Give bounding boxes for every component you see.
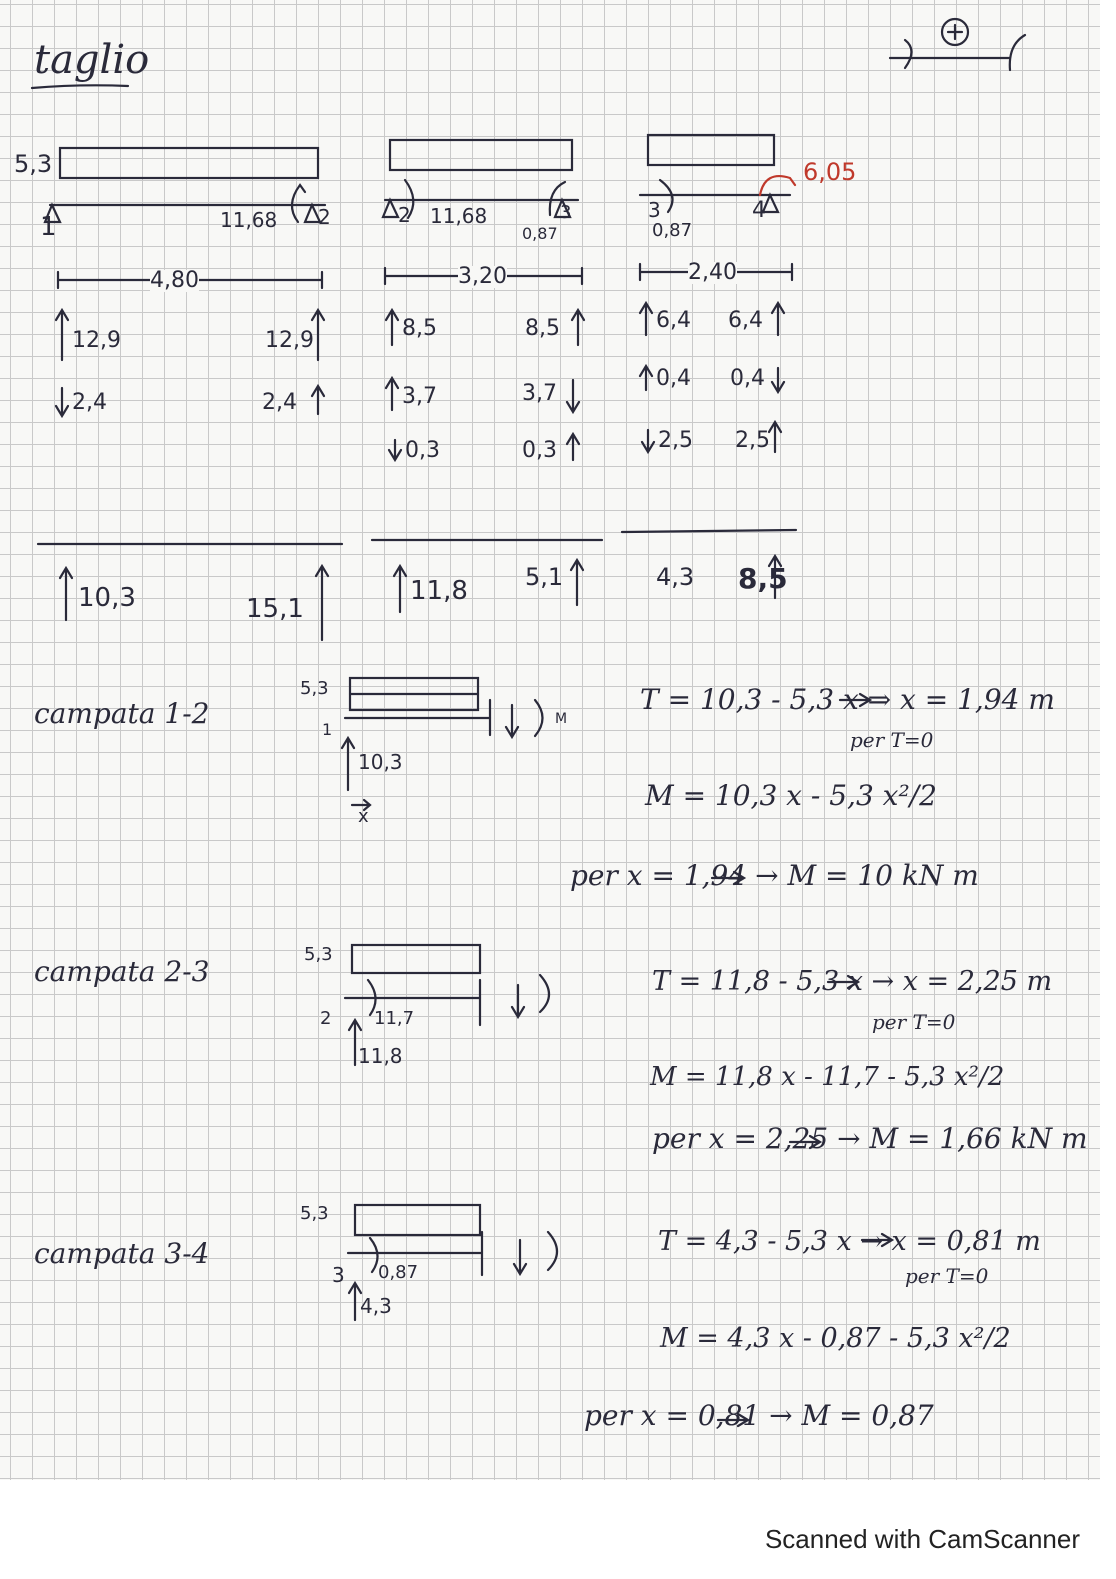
span2-row1-left: 8,5	[402, 316, 437, 341]
section1-end: M	[555, 711, 568, 727]
span3-node-left: 3	[648, 198, 661, 222]
section2-reaction: 11,8	[358, 1044, 403, 1068]
section2-q: 5,3	[304, 944, 333, 965]
span2-row2-left: 3,7	[402, 384, 437, 409]
span2-node-left: 2	[398, 203, 411, 227]
node-2: 2	[318, 205, 331, 229]
span2-length: 3,20	[458, 264, 507, 289]
section3-node: 3	[332, 1263, 345, 1287]
section1-eq-result: per x = 1,94 → M = 10 kN m	[570, 859, 979, 892]
span2-row2-right: 3,7	[522, 381, 557, 406]
span1-row2-left: 2,4	[72, 390, 107, 415]
span1-row1-left: 12,9	[72, 328, 121, 353]
span2-row3-right: 0,3	[522, 438, 557, 463]
section3-eq-T-note: per T=0	[905, 1264, 989, 1288]
red-moment-label: 6,05	[803, 158, 857, 186]
scanner-watermark: Scanned with CamScanner	[764, 1524, 1080, 1554]
moment-arc-icon	[905, 40, 912, 68]
section3-eq-M: M = 4,3 x - 0,87 - 5,3 x²/2	[660, 1323, 1011, 1354]
section3-q: 5,3	[300, 1203, 329, 1224]
section2-eq-M: M = 11,8 x - 11,7 - 5,3 x²/2	[650, 1062, 1005, 1092]
span2-result-right: 5,1	[525, 563, 564, 591]
span1-row2-right: 2,4	[262, 390, 297, 415]
span3-row1-right: 6,4	[728, 308, 763, 333]
section1-node: 1	[322, 720, 333, 739]
section1-q: 5,3	[300, 678, 329, 699]
section2-label: campata 2-3	[34, 955, 210, 988]
span1-row1-right: 12,9	[265, 328, 314, 353]
section3-eq-T: T = 4,3 - 5,3 x → x = 0,81 m	[658, 1226, 1041, 1257]
section2-eq-result: per x = 2,25 → M = 1,66 kN m	[652, 1122, 1088, 1155]
scanner-footer	[0, 1500, 1116, 1579]
span3-row2-right: 0,4	[730, 366, 765, 391]
section3-moment: 0,87	[378, 1262, 419, 1283]
section3-eq-result: per x = 0,81 → M = 0,87	[584, 1399, 934, 1432]
span3-result-left: 4,3	[656, 563, 695, 591]
sum-line-3	[622, 530, 796, 532]
page-title: taglio	[34, 37, 150, 83]
span3-row2-left: 0,4	[656, 366, 691, 391]
span3-row3-right: 2,5	[735, 428, 770, 453]
span2-moment-right: 0,87	[522, 224, 558, 243]
span2-result-left: 11,8	[410, 576, 468, 606]
span3-row1-left: 6,4	[656, 308, 691, 333]
span1-length: 4,80	[150, 268, 199, 293]
section1-eq-T-note: per T=0	[850, 728, 934, 752]
section3-load	[355, 1205, 480, 1235]
span2-row3-left: 0,3	[405, 438, 440, 463]
section2-load	[352, 945, 480, 973]
section1-eq-T: T = 10,3 - 5,3 x ⇒ x = 1,94 m	[640, 683, 1055, 716]
section1-reaction: 10,3	[358, 750, 403, 774]
section1-x: x	[358, 806, 369, 827]
title-underline	[32, 85, 128, 88]
span3-moment-left: 0,87	[652, 220, 693, 241]
section2-eq-T: T = 11,8 - 5,3 x → x = 2,25 m	[652, 966, 1053, 997]
span2-moment-left: 11,68	[430, 204, 488, 228]
section2-node: 2	[320, 1008, 332, 1029]
section1-eq-M: M = 10,3 x - 5,3 x²/2	[645, 779, 937, 812]
span1-moment: 11,68	[220, 208, 278, 232]
span3-node-right: 4	[752, 198, 766, 223]
section2-moment: 11,7	[374, 1008, 415, 1029]
node-1: 1	[40, 212, 57, 242]
section2-eq-T-note: per T=0	[872, 1010, 956, 1034]
load-block-2	[390, 140, 572, 170]
red-moment-arc	[760, 176, 795, 195]
section1-label: campata 1-2	[34, 697, 210, 730]
span3-result-right: 8,5	[738, 562, 788, 595]
load-q-label: 5,3	[14, 150, 53, 178]
span3-length: 2,40	[688, 260, 737, 285]
span1-result-left: 10,3	[78, 583, 136, 613]
load-block-1	[60, 148, 318, 178]
section3-label: campata 3-4	[34, 1237, 210, 1270]
span2-node-right: 3	[560, 202, 572, 223]
span2-row1-right: 8,5	[525, 316, 560, 341]
sign-convention	[1040, 24, 1055, 42]
span1-result-right: 15,1	[246, 594, 304, 624]
section3-reaction: 4,3	[360, 1294, 392, 1318]
span3-row3-left: 2,5	[658, 428, 693, 453]
load-block-3	[648, 135, 774, 165]
